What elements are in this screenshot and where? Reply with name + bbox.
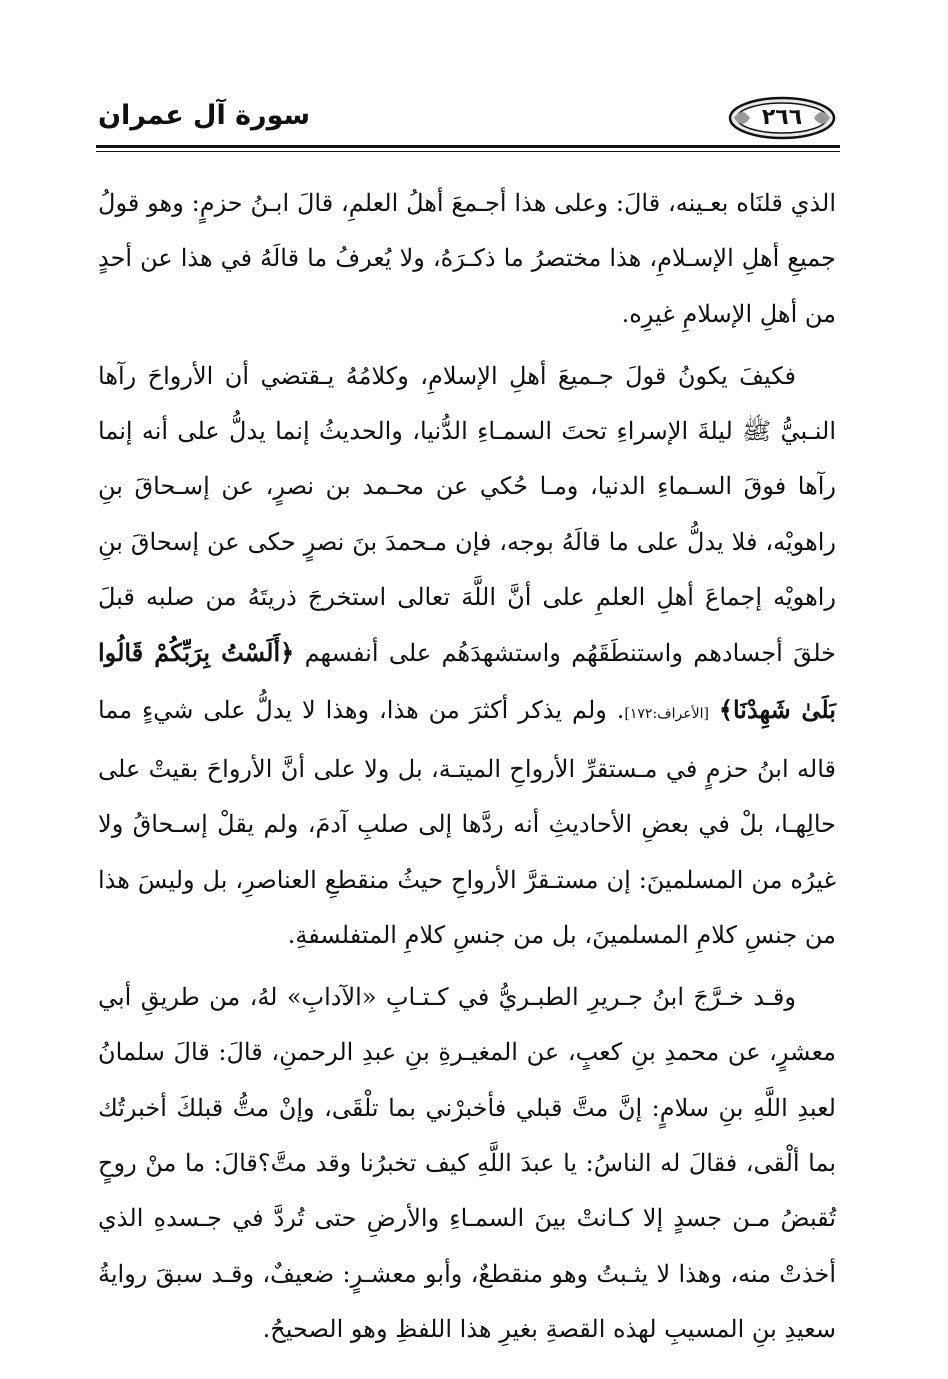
page-number: ٢٦٦ (761, 105, 803, 130)
main-text (98, 176, 836, 1357)
paragraph-2-before: فكيفَ يكونُ قولَ جـميعَ أهلِ الإسلامِ، وكلامُهُ يـقتضي أن الأرواحَ رآها النـبيُّ ﷺ ليلةَ الإسراءِ تحتَ السمـاءِ الدُّنيا، والحديثُ إنما يدلُّ على أنه إنما رآها فوقَ السـماءِ الدنيا، ومـا حُكي عن محـمد بن نصرٍ، عن إسـحاقَ بنِ راهويْه، فلا يدلُّ على ما قالَهُ بوجه، فإن مـحمدَ بنَ نصرٍ حكى عن إسحاقَ بنِ راهويْه إجماعَ أهلِ العلمِ على أنَّ اللَّهَ تعالى استخرجَ ذريتَهُ من صلبه قبلَ خلقَ أجسادهم واستنطَقَهُم واستشهدَهُم على أنفسهم (98, 361, 836, 668)
paragraph-1: الذي قلنَاه بعـينه، قالَ: وعلى هذا أجـمعَ أهلُ العلمِ، قالَ ابـنُ حزمٍ: وهو قولُ جميعِ أهلِ الإسـلامِ، هذا مختصرُ ما ذكـرَهُ، ولا يُعرفُ ما قالَهُ في هذا عن أحدٍ من أهلِ الإسلامِ غيرِه. (98, 189, 836, 328)
paragraph-2 (98, 349, 836, 963)
header-rule-thick (96, 145, 840, 148)
paragraph-3: وقـد خـرَّجَ ابنُ جـريرِ الطبـريُّ في كـتـابِ «الآدابِ» لهُ، من طريقِ أبي معشرٍ، عن محمدِ بنِ كعبٍ، عن المغيـرةِ بنِ عبدِ الرحمنِ، قالَ: قالَ سلمانُ لعبدِ اللَّهِ بنِ سلامٍ: إنَّ متَّ قبلي فأخبرْني بما تلْقَى، وإنْ متُّ قبلكَ أخبرتُك بما ألْقى، فقالَ له الناسُ: يا عبدَ اللَّهِ كيف تخبرُنا وقد متَّ؟قالَ: ما منْ روحٍ تُقبضُ مـن جسدٍ إلا كـانتْ بينَ السمـاءِ والأرضِ حتى تُردَّ في جـسدهِ الذي أخذتْ منه، وهذا لا يثـبتُ وهو منقطعٌ، وأبو معشـرٍ: ضعيفٌ، وقـد سبقَ روايةُ سعيدِ بنِ المسيبِ لهذه القصةِ بغيرِ هذا اللفظِ وهو الصحيحُ. (98, 983, 836, 1343)
verse-reference: [الأعراف:١٧٢] (624, 705, 709, 722)
page-header (98, 96, 838, 148)
header-rule-thin (96, 151, 840, 152)
surah-title: سورة آل عمران (98, 100, 311, 131)
page-number-badge (728, 96, 836, 140)
paragraph-2-after: . ولم يذكر أكثرَ من هذا، وهذا لا يدلُّ على شيءٍ مما قاله ابنُ حزمٍ في مـستقرِّ الأرواحِ الميتـة، بل ولا على أنَّ الأرواحَ بقيتْ على حالِهـا، بلْ في بعضِ الأحاديثِ أنه ردَّها إلى صلبِ آدمَ، ولم يقلْ إسـحاقُ ولا غيرُه من المسلمينَ: إن مستـقرَّ الأرواحِ حيثُ منقطعِ العناصرِ، بل وليسَ هذا من جنسِ كلامِ المسلمينَ، بل من جنسِ كلامِ المتفلسفةِ. (98, 695, 836, 949)
quran-verse: ﴿أَلَسْتُ بِرَبِّكُمْ قَالُوا بَلَىٰ شَهِدْنَا﴾ (98, 638, 836, 724)
